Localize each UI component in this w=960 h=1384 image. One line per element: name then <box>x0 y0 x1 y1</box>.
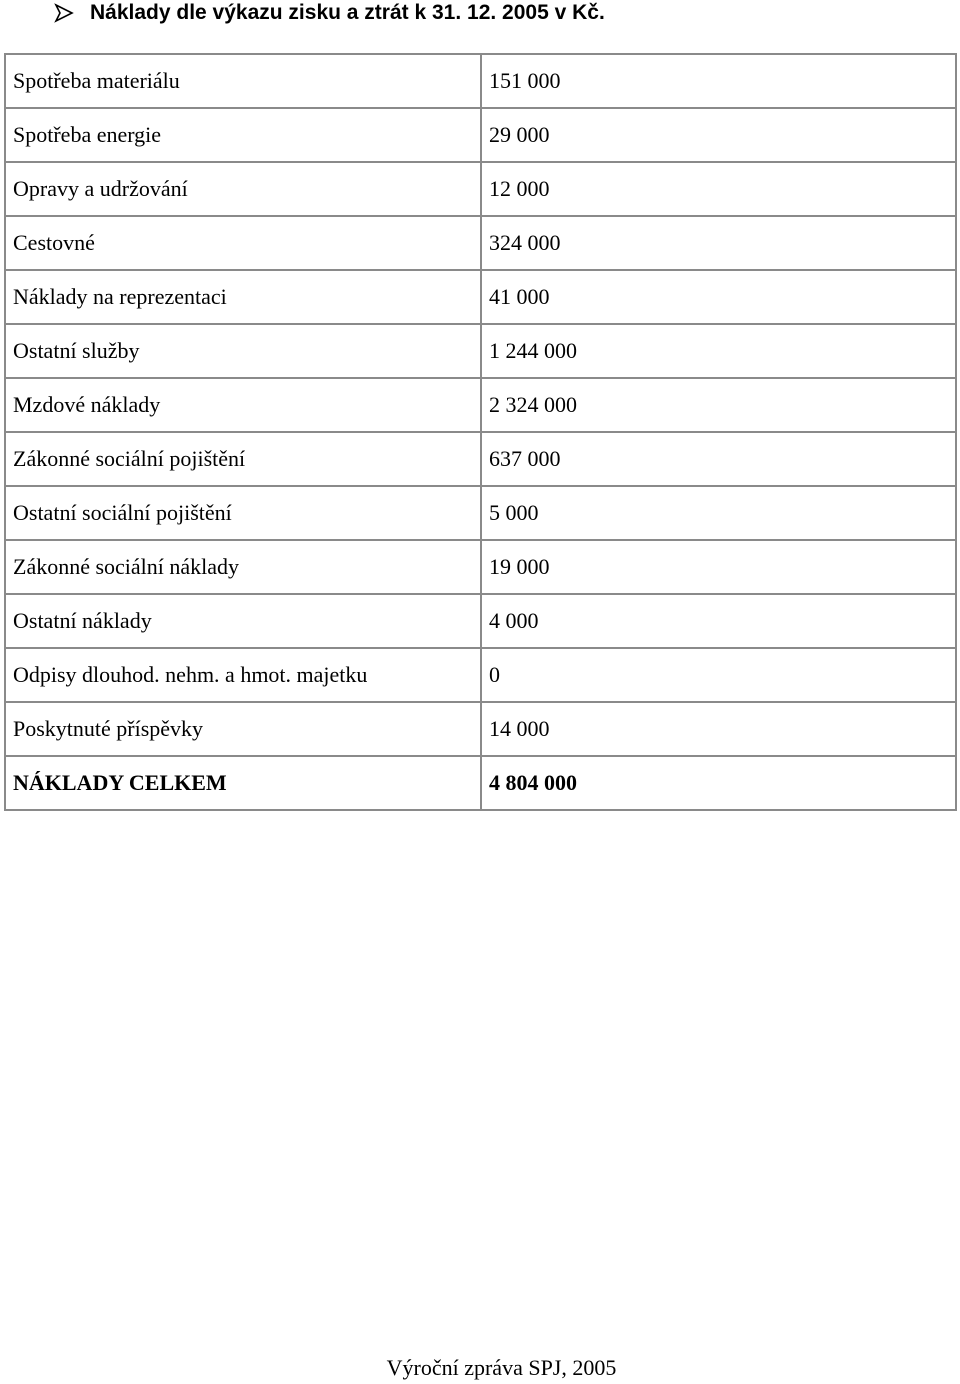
row-value: 324 000 <box>481 216 956 270</box>
row-label: Odpisy dlouhod. nehm. a hmot. majetku <box>5 648 481 702</box>
row-label: Zákonné sociální pojištění <box>5 432 481 486</box>
row-label: Spotřeba energie <box>5 108 481 162</box>
row-label: Ostatní sociální pojištění <box>5 486 481 540</box>
row-value: 5 000 <box>481 486 956 540</box>
arrow-bullet-icon <box>54 3 76 23</box>
table-row <box>5 702 956 756</box>
table-row <box>5 54 956 108</box>
total-value: 4 804 000 <box>481 756 956 810</box>
row-value: 41 000 <box>481 270 956 324</box>
table-row <box>5 378 956 432</box>
row-label: Zákonné sociální náklady <box>5 540 481 594</box>
row-label: Cestovné <box>5 216 481 270</box>
section-heading <box>54 0 605 26</box>
row-value: 637 000 <box>481 432 956 486</box>
row-value: 1 244 000 <box>481 324 956 378</box>
row-label: Mzdové náklady <box>5 378 481 432</box>
row-label: Opravy a udržování <box>5 162 481 216</box>
table-row <box>5 108 956 162</box>
row-label: Poskytnuté příspěvky <box>5 702 481 756</box>
costs-table <box>4 53 957 811</box>
row-label: Náklady na reprezentaci <box>5 270 481 324</box>
page-footer: Výroční zpráva SPJ, 2005 <box>386 1355 617 1380</box>
row-value: 29 000 <box>481 108 956 162</box>
row-label: Ostatní náklady <box>5 594 481 648</box>
row-value: 14 000 <box>481 702 956 756</box>
table-row <box>5 162 956 216</box>
row-value: 2 324 000 <box>481 378 956 432</box>
row-value: 12 000 <box>481 162 956 216</box>
total-label: NÁKLADY CELKEM <box>5 756 481 810</box>
table-row <box>5 594 956 648</box>
row-value: 4 000 <box>481 594 956 648</box>
row-value: 19 000 <box>481 540 956 594</box>
section-title: Náklady dle výkazu zisku a ztrát k 31. 12. 2005 v Kč. <box>90 1 605 24</box>
row-label: Spotřeba materiálu <box>5 54 481 108</box>
table-row <box>5 270 956 324</box>
row-value: 0 <box>481 648 956 702</box>
row-label: Ostatní služby <box>5 324 481 378</box>
table-row <box>5 216 956 270</box>
table-row <box>5 324 956 378</box>
table-row <box>5 540 956 594</box>
table-row <box>5 432 956 486</box>
table-row <box>5 486 956 540</box>
total-row <box>5 756 956 810</box>
table-row <box>5 648 956 702</box>
row-value: 151 000 <box>481 54 956 108</box>
